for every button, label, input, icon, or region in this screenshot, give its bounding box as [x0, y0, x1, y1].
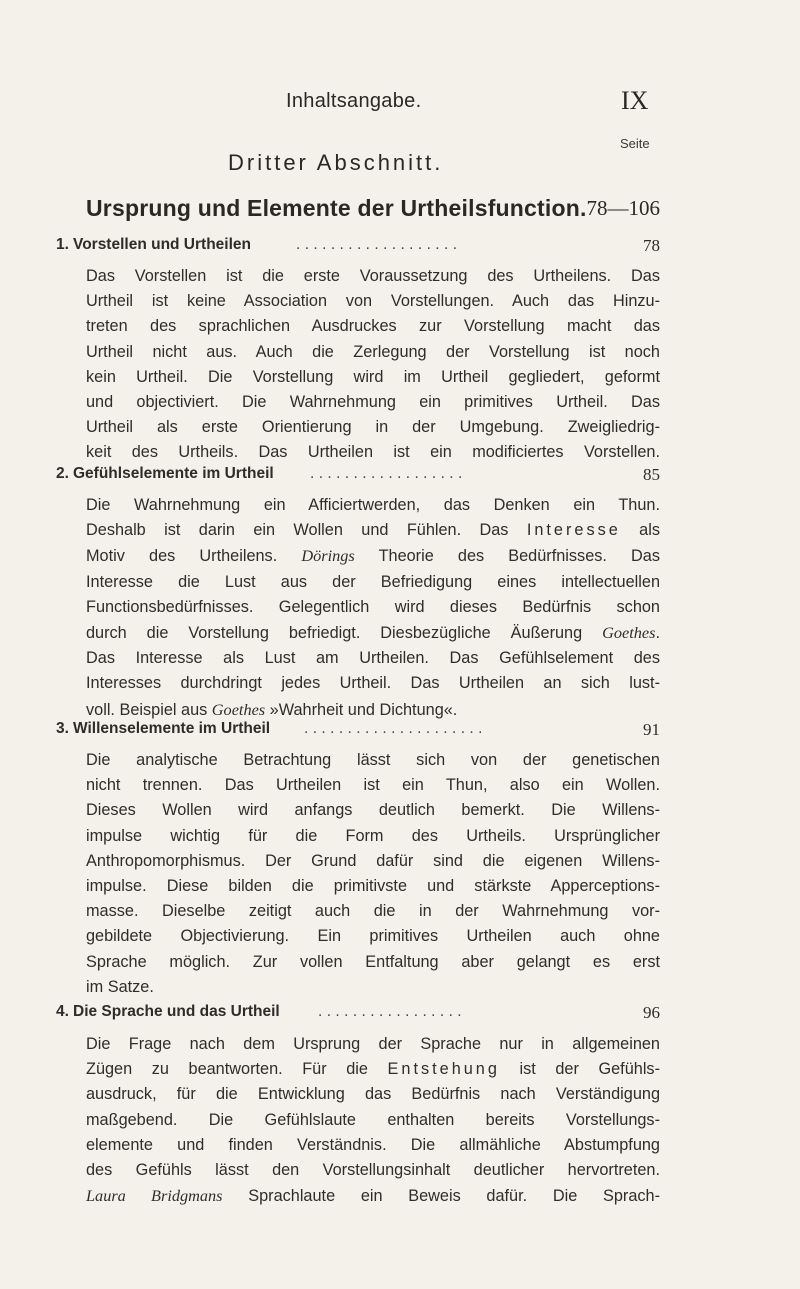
entry-page: 78	[643, 236, 660, 255]
summary-line: maßgebend. Die Gefühlslaute enthalten bereits Vorstellungs-	[86, 1110, 660, 1129]
summary-line: Die Wahrnehmung ein Afficiertwerden, das Denken ein Thun.	[86, 496, 660, 514]
summary-line: elemente und finden Verständnis. Die allmähliche Abstumpfung	[86, 1135, 660, 1154]
summary-line: treten des sprachlichen Ausdruckes zur Vorstellung macht das	[86, 317, 660, 336]
summary-line: gebildete Objectivierung. Ein primitives Urtheilen auch ohne	[86, 927, 660, 946]
toc-entry-3-summary	[86, 748, 660, 1000]
summary-line: Deshalb ist darin ein Wollen und Fühlen. Das Interesse als	[86, 521, 660, 540]
summary-line: Das Interesse als Lust am Urtheilen. Das Gefühlselement des	[86, 649, 660, 668]
toc-entry-2-heading	[56, 465, 660, 487]
entry-number: 4.	[56, 1003, 69, 1020]
section-title: Dritter Abschnitt.	[228, 150, 444, 175]
summary-line: Urtheil nicht aus. Auch die Zerlegung der Vorstellung ist noch	[86, 342, 660, 361]
summary-line: Zügen zu beantworten. Für die Entstehung ist der Gefühls-	[86, 1060, 660, 1079]
entry-number: 3.	[56, 720, 69, 737]
summary-line: Interesses durchdringt jedes Urtheil. Das Urtheilen an sich lust-	[86, 674, 660, 693]
entry-page: 85	[643, 465, 660, 484]
entry-title: Vorstellen und Urtheilen	[73, 236, 251, 253]
summary-line: im Satze.	[86, 977, 154, 996]
summary-line: Die analytische Betrachtung lässt sich von der genetischen	[86, 751, 660, 769]
summary-line: Functionsbedürfnisses. Gelegentlich wird dieses Bedürfnis schon	[86, 597, 660, 616]
author-name: Goethes	[602, 623, 656, 643]
chapter-heading	[86, 195, 660, 223]
summary-line: Laura Bridgmans Sprachlaute ein Beweis dafür. Die Sprach-	[86, 1186, 660, 1206]
leader-dots: .................	[318, 1003, 467, 1020]
summary-line: masse. Dieselbe zeitigt auch die in der Wahrnehmung vor-	[86, 902, 660, 921]
author-name: Laura Bridgmans	[86, 1186, 223, 1206]
page-number: IX	[621, 86, 649, 115]
summary-line: Das Vorstellen ist die erste Voraussetzung des Urtheilens. Das	[86, 267, 660, 285]
toc-entry-4-heading	[56, 1003, 660, 1025]
summary-line: Sprache möglich. Zur vollen Entfaltung aber gelangt es erst	[86, 952, 660, 971]
entry-title: Gefühlselemente im Urtheil	[73, 465, 274, 482]
toc-entry-3-heading	[56, 720, 660, 742]
seite-label: Seite	[620, 136, 650, 151]
summary-line: impulse. Diese bilden die primitivste und stärkste Apperceptions-	[86, 877, 660, 896]
toc-entry-1-heading	[56, 236, 660, 258]
summary-line: durch die Vorstellung befriedigt. Diesbezügliche Äußerung Goethes.	[86, 623, 660, 643]
spaced-word: Interesse	[526, 521, 621, 540]
chapter-title: Ursprung und Elemente der Urtheilsfunction.	[86, 195, 587, 221]
summary-line: Dieses Wollen wird anfangs deutlich bemerkt. Die Willens-	[86, 801, 660, 820]
running-title: Inhaltsangabe.	[286, 90, 422, 112]
summary-line: voll. Beispiel aus Goethes »Wahrheit und Dichtung«.	[86, 699, 458, 719]
author-name: Dörings	[301, 546, 355, 566]
leader-dots: ...................	[296, 236, 462, 253]
summary-line: nicht trennen. Das Urtheilen ist ein Thun, also ein Wollen.	[86, 776, 660, 795]
summary-line: impulse wichtig für die Form des Urtheils. Ursprünglicher	[86, 826, 660, 845]
toc-entry-4-summary	[86, 1032, 660, 1209]
toc-entry-2-summary	[86, 493, 660, 723]
chapter-page-range: 78—106	[586, 196, 660, 220]
entry-title: Die Sprache und das Urtheil	[73, 1003, 280, 1020]
summary-line: Urtheil als erste Orientierung in der Umgebung. Zweigliedrig-	[86, 418, 660, 437]
entry-title: Willenselemente im Urtheil	[73, 720, 271, 737]
entry-number: 1.	[56, 236, 69, 253]
entry-number: 2.	[56, 465, 69, 482]
summary-line: des Gefühls lässt den Vorstellungsinhalt deutlicher hervortreten.	[86, 1161, 660, 1180]
summary-line: und objectiviert. Die Wahrnehmung ein primitives Urtheil. Das	[86, 393, 660, 412]
summary-line: Motiv des Urtheilens. Dörings Theorie des Bedürfnisses. Das	[86, 546, 660, 566]
summary-line: Urtheil ist keine Association von Vorstellungen. Auch das Hinzu-	[86, 292, 660, 311]
leader-dots: ..................	[310, 465, 467, 482]
toc-entry-1-summary	[86, 264, 660, 466]
author-name: Goethes	[211, 699, 266, 719]
summary-line: keit des Urtheils. Das Urtheilen ist ein modificiertes Vorstellen.	[86, 443, 660, 462]
summary-line: ausdruck, für die Entwicklung das Bedürfnis nach Verständigung	[86, 1085, 660, 1104]
entry-page: 96	[643, 1003, 660, 1022]
summary-line: kein Urtheil. Die Vorstellung wird im Urtheil gegliedert, geformt	[86, 367, 660, 386]
leader-dots: .....................	[304, 720, 487, 737]
entry-page: 91	[643, 720, 660, 739]
summary-line: Die Frage nach dem Ursprung der Sprache nur in allgemeinen	[86, 1035, 660, 1053]
spaced-word: Entstehung	[387, 1060, 500, 1079]
running-head	[0, 86, 800, 115]
summary-line: Anthropomorphismus. Der Grund dafür sind die eigenen Willens-	[86, 851, 660, 870]
summary-line: Interesse die Lust aus der Befriedigung eines intellectuellen	[86, 572, 660, 591]
